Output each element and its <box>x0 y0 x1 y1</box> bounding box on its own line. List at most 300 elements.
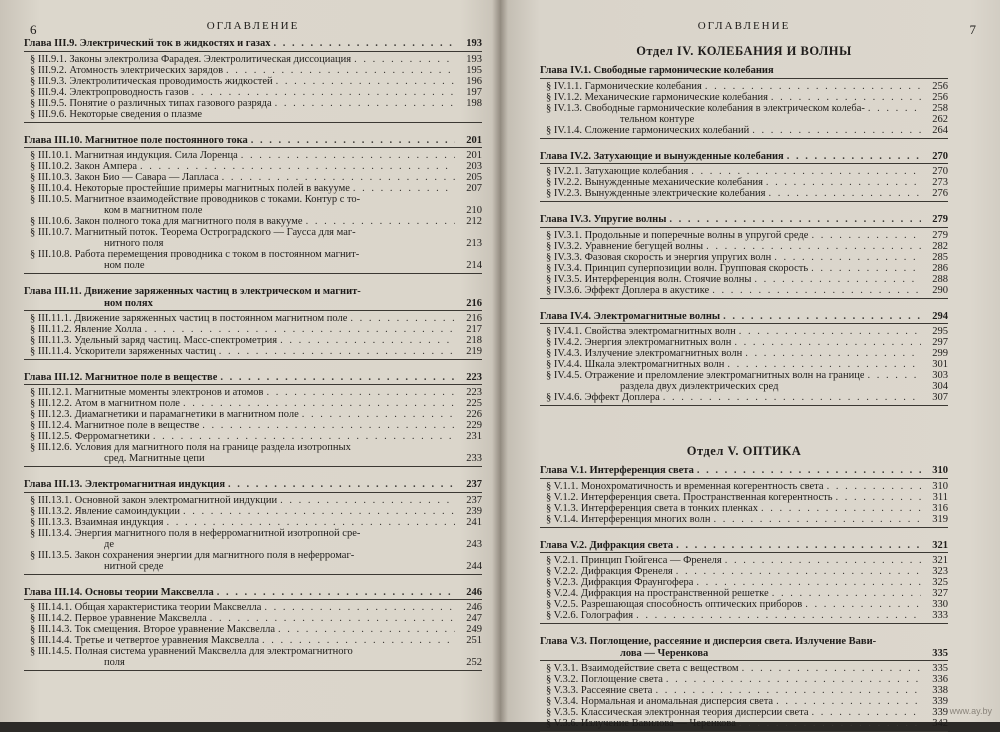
dot-leader <box>145 324 455 335</box>
section-continued-text: ком в магнитном поле <box>104 205 203 216</box>
section-entry-text: § IV.1.3. Свободные гармонические колебания в электрическом колеба- <box>546 102 865 114</box>
section-entry-page: 193 <box>466 53 482 65</box>
section-entry-page: 338 <box>932 684 948 696</box>
section-continued-text: сред. Магнитные цепи <box>104 453 205 464</box>
section-entry-text: § III.13.5. Закон сохранения энергии для магнитного поля в неферромаг- <box>30 549 355 561</box>
section-entry <box>24 495 482 506</box>
section-entry-text: § IV.1.1. Гармонические колебания <box>546 80 702 92</box>
section-entry-page: 333 <box>932 610 948 621</box>
dot-leader <box>772 588 921 599</box>
section-entry-text: § V.2.3. Дифракция Фраунгофера <box>546 577 694 588</box>
dot-leader <box>742 663 921 674</box>
section-continued-text: ном поле <box>104 260 145 271</box>
section-entry-page: 282 <box>932 240 948 252</box>
section-entry-text: § III.10.1. Магнитная индукция. Сила Лоренца <box>30 150 238 161</box>
section-entry-text: § III.9.4. Электропроводность газов <box>30 86 189 98</box>
section-entry <box>540 599 948 610</box>
section-entry-text: § III.10.4. Некоторые простейшие примеры магнитных полей в вакууме <box>30 183 350 194</box>
dot-leader <box>713 514 921 525</box>
section-continued-page: 233 <box>466 453 482 464</box>
chapter-heading <box>24 135 482 147</box>
section-entry-text: § III.14.4. Третье и четвертое уравнения Максвелла <box>30 635 260 646</box>
section-entry-page: 301 <box>932 359 948 370</box>
chapter-heading <box>540 465 948 477</box>
dot-leader <box>217 587 455 599</box>
section-entry-page: 327 <box>932 588 948 599</box>
section-continued-page: 214 <box>466 260 482 271</box>
section-entry <box>540 718 948 729</box>
section-entry-page: 325 <box>932 577 948 588</box>
section-entry <box>24 161 482 172</box>
dot-leader <box>666 674 921 685</box>
section-entry-page: 219 <box>466 345 482 357</box>
section-entry <box>540 359 948 370</box>
section-entry <box>24 109 482 120</box>
section-entry-text: § IV.3.3. Фазовая скорость и энергия упругих волн <box>546 251 772 263</box>
section-entry <box>540 326 948 337</box>
section-entry-page: 303 <box>932 370 948 381</box>
section-entry-text: § IV.3.1. Продольные и поперечные волны в упругой среде <box>546 229 809 241</box>
dot-leader <box>264 602 455 613</box>
chapter-heading-continued <box>24 298 482 309</box>
dot-leader <box>723 311 921 323</box>
chapter-heading-continued <box>540 648 948 659</box>
section-entry <box>540 514 948 525</box>
dot-leader <box>350 313 455 324</box>
section-entry-text: § V.3.4. Нормальная и аномальная дисперсия света <box>546 695 774 707</box>
section-entry <box>24 528 482 539</box>
section-continued-text: поля <box>104 657 125 668</box>
dot-leader <box>166 517 455 528</box>
section-entry <box>24 387 482 398</box>
section-entry <box>24 172 482 183</box>
section-entry <box>24 635 482 646</box>
section-entry-page: 195 <box>466 64 482 76</box>
dot-leader <box>353 183 455 194</box>
section-continued-page: 304 <box>932 381 948 392</box>
section-continued <box>24 238 482 249</box>
section-entry-page: 335 <box>932 662 948 674</box>
section-list <box>540 78 948 139</box>
section-entry-page: 307 <box>932 392 948 403</box>
dot-leader <box>153 431 455 442</box>
section-continued-page: 243 <box>466 538 482 550</box>
section-entry-page: 264 <box>932 124 948 136</box>
section-entry <box>24 150 482 161</box>
chapter-heading-text: Глава V.3. Поглощение, рассеяние и дисперсия света. Излучение Вави- <box>540 636 877 647</box>
section-entry-text: § IV.4.5. Отражение и преломление электромагнитных волн на границе <box>546 370 865 381</box>
dot-leader <box>827 481 921 492</box>
section-entry <box>24 646 482 657</box>
dot-leader <box>241 150 455 161</box>
section-entry <box>24 409 482 420</box>
section-entry-text: § V.2.6. Голография <box>546 610 634 621</box>
section-continued <box>24 260 482 271</box>
chapter-heading-page: 201 <box>466 134 482 146</box>
section-entry-text: § V.1.2. Интерференция света. Пространственная когерентность <box>546 491 833 503</box>
section-entry <box>24 324 482 335</box>
section-entry-page: 216 <box>466 312 482 324</box>
section-entry-page: 203 <box>466 161 482 172</box>
section-continued <box>540 114 948 125</box>
section-entry-page: 239 <box>466 505 482 517</box>
section-continued-page: 244 <box>466 560 482 572</box>
section-entry-text: § III.11.3. Удельный заряд частиц. Масс-спектрометрия <box>30 334 278 346</box>
section-entry-text: § IV.3.2. Уравнение бегущей волны <box>546 240 704 252</box>
section-entry <box>24 227 482 238</box>
section-entry-page: 223 <box>466 387 482 398</box>
section-entry <box>540 503 948 514</box>
book-gutter <box>492 0 508 722</box>
section-entry-text: § III.13.4. Энергия магнитного поля в неферромагнитной изотропной сре- <box>30 527 361 539</box>
section-entry-page: 218 <box>466 334 482 346</box>
section-entry <box>540 566 948 577</box>
dot-leader <box>278 624 455 635</box>
section-entry-text: § V.1.3. Интерференция света в тонких пленках <box>546 502 759 514</box>
section-entry <box>540 492 948 503</box>
section-entry-page: 270 <box>932 166 948 177</box>
dot-leader <box>354 54 455 65</box>
dot-leader <box>867 370 921 381</box>
section-entry-text: § III.11.4. Ускорители заряженных частиц <box>30 345 216 357</box>
section-entry-page: 246 <box>466 602 482 613</box>
section-entry-text: § V.3.5. Классическая электронная теория дисперсии света <box>546 706 809 718</box>
section-entry-page: 237 <box>466 494 482 506</box>
chapter-heading-text: Глава IV.2. Затухающие и вынужденные колебания <box>540 150 784 162</box>
dot-leader <box>306 216 455 227</box>
section-continued-page: 252 <box>466 657 482 668</box>
section-entry <box>24 398 482 409</box>
section-entry-page: 229 <box>466 420 482 431</box>
section-entry <box>540 81 948 92</box>
chapter-heading-continued-text: лова — Черенкова <box>620 647 709 659</box>
section-list <box>24 51 482 123</box>
section-list <box>24 310 482 360</box>
section-entry <box>24 602 482 613</box>
section-continued-text: тельном контуре <box>620 113 695 125</box>
section-entry-page: 207 <box>466 183 482 194</box>
section-list <box>540 478 948 528</box>
section-entry <box>540 263 948 274</box>
chapter-heading-text: Глава III.11. Движение заряженных частиц в электрическом и магнит- <box>24 286 361 297</box>
section-entry-page: 226 <box>466 409 482 420</box>
chapter-heading <box>24 587 482 599</box>
dot-leader <box>210 613 455 624</box>
dot-leader <box>868 103 921 114</box>
section-entry-page: 330 <box>932 599 948 610</box>
dot-leader <box>220 372 455 384</box>
watermark: www.ay.by <box>949 706 992 716</box>
section-continued-page: 213 <box>466 238 482 249</box>
dot-leader <box>761 503 921 514</box>
section-entry-page: 256 <box>932 91 948 103</box>
section-entry-text: § III.10.5. Магнитное взаимодействие проводников с токами. Контур с то- <box>30 194 361 205</box>
chapter-heading <box>540 214 948 226</box>
dot-leader <box>276 76 455 87</box>
section-entry-text: § III.10.3. Закон Био — Савара — Лапласа <box>30 172 219 183</box>
section-entry-text: § III.9.2. Атомность электрических зарядов <box>30 64 224 76</box>
section-entry <box>24 431 482 442</box>
section-entry <box>540 392 948 403</box>
section-entry-text: § V.2.5. Разрешающая способность оптических приборов <box>546 599 803 610</box>
dot-leader <box>663 392 921 403</box>
chapter-heading-text: Глава IV.3. Упругие волны <box>540 214 667 225</box>
dot-leader <box>725 555 921 566</box>
chapter-heading-text: Глава III.13. Электромагнитная индукция <box>24 479 226 490</box>
chapter-heading-page: 237 <box>466 479 482 490</box>
section-entry <box>24 624 482 635</box>
section-entry-text: § III.13.1. Основной закон электромагнитной индукции <box>30 494 278 506</box>
section-entry-text: § V.1.4. Интерференция многих волн <box>546 513 711 525</box>
section-entry-text: § III.12.6. Условия для магнитного поля на границе раздела изотропных <box>30 442 351 453</box>
section-entry-text: § III.10.8. Работа перемещения проводника с током в постоянном магнит- <box>30 249 360 260</box>
section-list <box>540 323 948 406</box>
section-entry <box>540 685 948 696</box>
section-entry <box>24 506 482 517</box>
section-entry-page: 299 <box>932 348 948 359</box>
chapter-heading <box>540 636 948 648</box>
chapter-heading <box>24 286 482 298</box>
dot-leader <box>734 337 921 348</box>
chapter-heading-page: 223 <box>466 371 482 383</box>
section-entry-text: § IV.2.3. Вынужденные электрические колебания <box>546 188 766 199</box>
dot-leader <box>202 420 455 431</box>
section-entry <box>540 252 948 263</box>
chapter-heading <box>24 479 482 491</box>
section-entry-text: § V.2.1. Принцип Гюйгенса — Френеля <box>546 555 722 566</box>
chapter-heading-page: 193 <box>466 38 482 49</box>
section-entry-page: 212 <box>466 216 482 227</box>
section-entry <box>540 348 948 359</box>
section-continued-page: 262 <box>932 113 948 125</box>
section-entry-text: § V.3.6. Излучение Вавилова — Черенкова <box>546 717 736 729</box>
chapter-heading-text: Глава IV.1. Свободные гармонические колебания <box>540 65 774 76</box>
section-entry-text: § III.9.3. Электролитическая проводимость жидкостей <box>30 75 273 87</box>
section-entry-text: § III.13.3. Взаимная индукция <box>30 516 164 528</box>
section-entry-text: § V.1.1. Монохроматичность и временная когерентность света <box>546 480 824 492</box>
section-entry <box>540 285 948 296</box>
dot-leader <box>745 348 921 359</box>
section-entry-text: § IV.3.4. Принцип суперпозиции волн. Групповая скорость <box>546 262 809 274</box>
section-entry <box>24 54 482 65</box>
section-entry-page: 249 <box>466 624 482 635</box>
section-entry <box>24 420 482 431</box>
section-list <box>24 147 482 274</box>
section-list <box>24 599 482 671</box>
dot-leader <box>183 398 455 409</box>
section-entry-text: § III.12.2. Атом в магнитном поле <box>30 398 180 409</box>
dot-leader <box>766 177 921 188</box>
section-continued-text: нитного поля <box>104 238 164 249</box>
section-entry-text: § V.2.4. Дифракция на пространственной решетке <box>546 588 769 599</box>
section-entry <box>540 92 948 103</box>
section-entry-page: 241 <box>466 516 482 528</box>
section-continued-text: нитной среде <box>104 560 164 572</box>
right-toc <box>540 44 948 732</box>
chapter-heading <box>540 311 948 323</box>
chapter-heading-text: Глава IV.4. Электромагнитные волны <box>540 310 721 322</box>
section-entry <box>24 335 482 346</box>
section-entry-text: § III.14.1. Общая характеристика теории Максвелла <box>30 602 262 613</box>
section-entry-text: § III.10.2. Закон Ампера <box>30 161 138 172</box>
running-head-left <box>24 8 482 37</box>
section-entry <box>540 696 948 707</box>
section-list <box>24 492 482 575</box>
dot-leader <box>697 465 921 477</box>
section-entry-page: 247 <box>466 613 482 624</box>
chapter-heading <box>540 540 948 552</box>
section-entry-page: 258 <box>932 102 948 114</box>
chapter-heading-page: 279 <box>932 214 948 225</box>
section-entry-page: 251 <box>466 635 482 646</box>
dot-leader <box>636 610 921 621</box>
running-head-right <box>540 8 976 37</box>
section-entry <box>540 103 948 114</box>
section-list <box>540 660 948 732</box>
section-entry <box>540 555 948 566</box>
section-entry <box>540 166 948 177</box>
section-entry-page: 286 <box>932 262 948 274</box>
section-entry-text: § III.11.2. Явление Холла <box>30 323 142 335</box>
chapter-heading-page: 270 <box>932 150 948 162</box>
section-entry-page: 285 <box>932 251 948 263</box>
section-entry-text: § III.9.1. Законы электролиза Фарадея. Электролитическая диссоциация <box>30 53 352 65</box>
section-entry-text: § IV.3.6. Эффект Доплера в акустике <box>546 284 710 296</box>
section-continued <box>24 561 482 572</box>
section-entry-page: 339 <box>932 706 948 718</box>
section-entry-text: § III.10.7. Магнитный поток. Теорема Остроградского — Гаусса для маг- <box>30 227 356 238</box>
section-entry-text: § III.9.6. Некоторые сведения о плазме <box>30 108 203 120</box>
dot-leader <box>275 98 455 109</box>
chapter-heading-text: Глава III.14. Основы теории Максвелла <box>24 586 214 598</box>
section-entry <box>540 577 948 588</box>
section-entry-text: § III.10.6. Закон полного тока для магнитного поля в вакууме <box>30 216 303 227</box>
section-entry-page: 279 <box>932 229 948 241</box>
section-entry <box>540 370 948 381</box>
section-list <box>540 552 948 624</box>
section-entry-page: 197 <box>466 86 482 98</box>
section-entry <box>24 194 482 205</box>
section-entry-page: 225 <box>466 398 482 409</box>
section-entry <box>24 517 482 528</box>
section-entry-page: 336 <box>932 673 948 685</box>
dot-leader <box>811 230 921 241</box>
section-entry <box>24 65 482 76</box>
section-entry-text: § III.12.4. Магнитное поле в веществе <box>30 420 200 431</box>
section-entry-page: 273 <box>932 177 948 188</box>
dot-leader <box>676 566 921 577</box>
dot-leader <box>192 87 455 98</box>
section-entry-text: § IV.2.1. Затухающие колебания <box>546 166 689 177</box>
dot-leader <box>228 479 455 491</box>
dot-leader <box>811 263 921 274</box>
section-entry <box>24 346 482 357</box>
section-entry <box>540 674 948 685</box>
dot-leader <box>696 577 921 588</box>
section-list <box>24 384 482 467</box>
section-entry-text: § IV.3.5. Интерференция волн. Стоячие волны <box>546 273 752 285</box>
dot-leader <box>805 599 921 610</box>
dot-leader <box>266 387 455 398</box>
section-entry <box>540 230 948 241</box>
chapter-heading <box>540 65 948 77</box>
dot-leader <box>302 409 455 420</box>
section-entry <box>540 588 948 599</box>
section-entry-page: 295 <box>932 326 948 337</box>
dot-leader <box>836 492 922 503</box>
section-entry-page: 231 <box>466 431 482 442</box>
dot-leader <box>251 135 455 147</box>
chapter-heading-text: Глава V.2. Дифракция света <box>540 539 674 551</box>
chapter-heading-page: 294 <box>932 310 948 322</box>
dot-leader <box>754 274 921 285</box>
section-entry-text: § IV.4.2. Энергия электромагнитных волн <box>546 337 732 348</box>
dot-leader <box>739 718 921 729</box>
chapter-heading-text: Глава V.1. Интерференция света <box>540 465 694 476</box>
section-entry-page: 321 <box>932 555 948 566</box>
section-entry <box>24 98 482 109</box>
section-entry-page: 217 <box>466 323 482 335</box>
dot-leader <box>727 359 921 370</box>
section-entry-text: § III.12.3. Диамагнетики и парамагнетики в магнитном поле <box>30 409 299 420</box>
section-entry-text: § IV.4.4. Шкала электромагнитных волн <box>546 359 725 370</box>
chapter-heading <box>540 151 948 163</box>
left-page <box>0 0 500 722</box>
section-entry-text: § III.9.5. Понятие о различных типах газового разряда <box>30 97 272 109</box>
section-entry-page: 205 <box>466 172 482 183</box>
section-entry-page: 276 <box>932 188 948 199</box>
section-entry-page: 316 <box>932 502 948 514</box>
section-entry-page: 323 <box>932 566 948 577</box>
section-continued <box>24 657 482 668</box>
dot-leader <box>787 151 921 163</box>
dot-leader <box>712 285 921 296</box>
dot-leader <box>280 335 455 346</box>
dot-leader <box>691 166 921 177</box>
chapter-heading-continued-page: 335 <box>932 647 948 659</box>
running-title-right: ОГЛАВЛЕНИЕ <box>697 20 791 32</box>
section-entry-page: 319 <box>932 513 948 525</box>
section-entry <box>540 610 948 621</box>
section-entry <box>540 663 948 674</box>
section-entry-text: § IV.1.4. Сложение гармонических колебаний <box>546 124 750 136</box>
section-entry <box>24 76 482 87</box>
section-entry-text: § IV.4.1. Свойства электромагнитных волн <box>546 326 736 337</box>
dot-leader <box>776 696 921 707</box>
section-entry-text: § III.13.2. Явление самоиндукции <box>30 505 180 517</box>
section-entry <box>24 87 482 98</box>
section-entry <box>540 707 948 718</box>
dot-leader <box>705 81 921 92</box>
section-entry-text: § III.12.5. Ферромагнетики <box>30 431 150 442</box>
section-continued <box>540 381 948 392</box>
section-entry-page: 342 <box>932 717 948 729</box>
section-entry-text: § III.14.2. Первое уравнение Максвелла <box>30 613 207 624</box>
dot-leader <box>655 685 921 696</box>
section-entry-text: § III.11.1. Движение заряженных частиц в постоянном магнитном поле <box>30 312 348 324</box>
dot-leader <box>226 65 455 76</box>
dot-leader <box>222 172 455 183</box>
section-entry-text: § III.14.5. Полная система уравнений Максвелла для электромагнитного <box>30 646 353 657</box>
section-entry <box>24 550 482 561</box>
section-entry-text: § IV.4.6. Эффект Доплера <box>546 392 660 403</box>
dot-leader <box>140 161 455 172</box>
chapter-heading-continued-text: ном полях <box>104 297 153 309</box>
dot-leader <box>280 495 455 506</box>
chapter-heading-text: Глава III.12. Магнитное поле в веществе <box>24 371 218 383</box>
section-entry-text: § IV.2.2. Вынужденные механические колебания <box>546 177 763 188</box>
section-continued <box>24 453 482 464</box>
